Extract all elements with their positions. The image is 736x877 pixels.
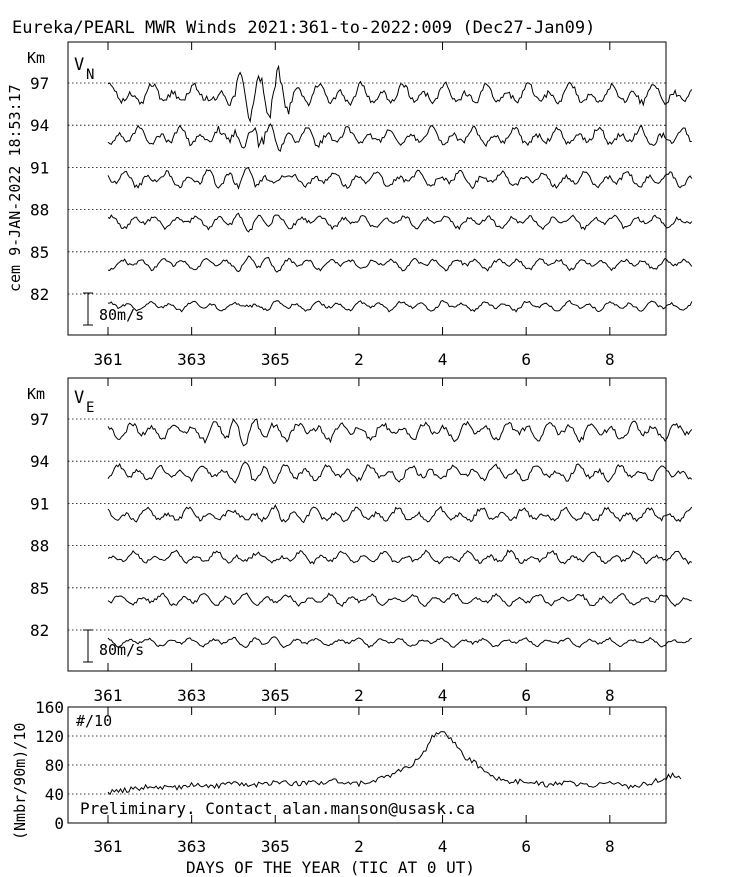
ve-frame bbox=[68, 378, 666, 671]
wind-trace-85km bbox=[108, 593, 692, 606]
height-label: 88 bbox=[30, 536, 50, 556]
x-tick-label: 4 bbox=[437, 686, 448, 705]
x-tick-label: 363 bbox=[177, 837, 207, 856]
count-y-tick-label: 80 bbox=[44, 756, 64, 775]
run-stamp-label: cem 9-JAN-2022 18:53:17 bbox=[6, 84, 24, 292]
x-tick-label: 363 bbox=[177, 686, 207, 705]
height-label: 85 bbox=[30, 242, 50, 262]
height-label: 88 bbox=[30, 200, 50, 220]
x-tick-label: 361 bbox=[93, 686, 123, 705]
x-tick-label: 2 bbox=[354, 686, 364, 705]
x-tick-label: 4 bbox=[437, 837, 448, 856]
wind-trace-97km bbox=[108, 66, 692, 121]
x-tick-label: 365 bbox=[260, 350, 290, 369]
wind-trace-91km bbox=[108, 168, 692, 189]
x-tick-label: 6 bbox=[521, 837, 532, 856]
wind-trace-82km bbox=[108, 637, 692, 648]
vn-panel bbox=[27, 42, 692, 369]
wind-trace-88km bbox=[108, 213, 692, 232]
height-label: 94 bbox=[30, 116, 50, 136]
count-panel-label: #/10 bbox=[76, 712, 113, 730]
ve-wind-traces bbox=[108, 419, 692, 647]
height-label: 97 bbox=[30, 74, 50, 93]
x-tick-label: 4 bbox=[437, 350, 448, 369]
x-tick-label: 8 bbox=[604, 350, 615, 369]
x-axis-label: DAYS OF THE YEAR (TIC AT 0 UT) bbox=[186, 858, 475, 877]
x-tick-label: 365 bbox=[260, 686, 290, 705]
wind-trace-82km bbox=[108, 301, 692, 312]
ve-scale-bar-label: 80m/s bbox=[99, 641, 145, 659]
vn-ylabel: Km bbox=[27, 49, 46, 67]
x-tick-label: 363 bbox=[177, 350, 207, 369]
x-tick-label: 2 bbox=[354, 350, 364, 369]
x-tick-label: 361 bbox=[93, 350, 123, 369]
vn-scale-bar-label: 80m/s bbox=[99, 306, 145, 324]
count-y-tick-label: 120 bbox=[35, 727, 64, 746]
wind-trace-85km bbox=[108, 256, 692, 272]
height-label: 82 bbox=[30, 621, 50, 640]
count-y-tick-label: 160 bbox=[35, 698, 64, 717]
ve-panel-label: V bbox=[74, 388, 85, 408]
height-label: 85 bbox=[30, 578, 50, 598]
height-label: 97 bbox=[30, 410, 50, 429]
vn-panel-label: V bbox=[74, 55, 85, 75]
x-tick-label: 2 bbox=[354, 837, 364, 856]
ve-panel-label-subscript: E bbox=[86, 400, 95, 416]
vn-frame bbox=[68, 42, 666, 335]
wind-trace-97km bbox=[108, 419, 692, 446]
vn-wind-traces bbox=[108, 66, 692, 311]
ve-ylabel: Km bbox=[27, 385, 46, 403]
height-label: 91 bbox=[30, 158, 50, 178]
x-tick-label: 365 bbox=[260, 837, 290, 856]
x-tick-label: 6 bbox=[521, 686, 532, 705]
count-panel bbox=[11, 698, 681, 856]
x-tick-label: 6 bbox=[521, 350, 532, 369]
wind-trace-88km bbox=[108, 550, 692, 564]
vn-gridlines bbox=[68, 83, 666, 294]
figure-title: Eureka/PEARL MWR Winds 2021:361-to-2022:009 (Dec27-Jan09) bbox=[12, 18, 596, 38]
height-label: 94 bbox=[30, 452, 50, 472]
count-series-line bbox=[108, 732, 681, 795]
vn-height-labels bbox=[30, 74, 49, 304]
vn-panel-label-subscript: N bbox=[86, 67, 95, 83]
count-ylabel: (Nmbr/90m)/10 bbox=[11, 722, 29, 840]
height-label: 91 bbox=[30, 494, 50, 514]
height-label: 82 bbox=[30, 285, 50, 304]
wind-trace-94km bbox=[108, 124, 692, 151]
ve-panel bbox=[27, 378, 692, 705]
x-tick-label: 8 bbox=[604, 837, 615, 856]
contact-note: Preliminary. Contact alan.manson@usask.ca bbox=[80, 799, 475, 818]
count-y-tick-label: 40 bbox=[44, 785, 64, 804]
count-y-tick-labels bbox=[35, 698, 64, 833]
count-y-tick-label: 0 bbox=[54, 814, 64, 833]
wind-trace-94km bbox=[108, 462, 692, 483]
x-tick-label: 361 bbox=[93, 837, 123, 856]
x-tick-label: 8 bbox=[604, 686, 615, 705]
wind-trace-91km bbox=[108, 505, 692, 522]
ve-height-labels bbox=[30, 410, 49, 640]
